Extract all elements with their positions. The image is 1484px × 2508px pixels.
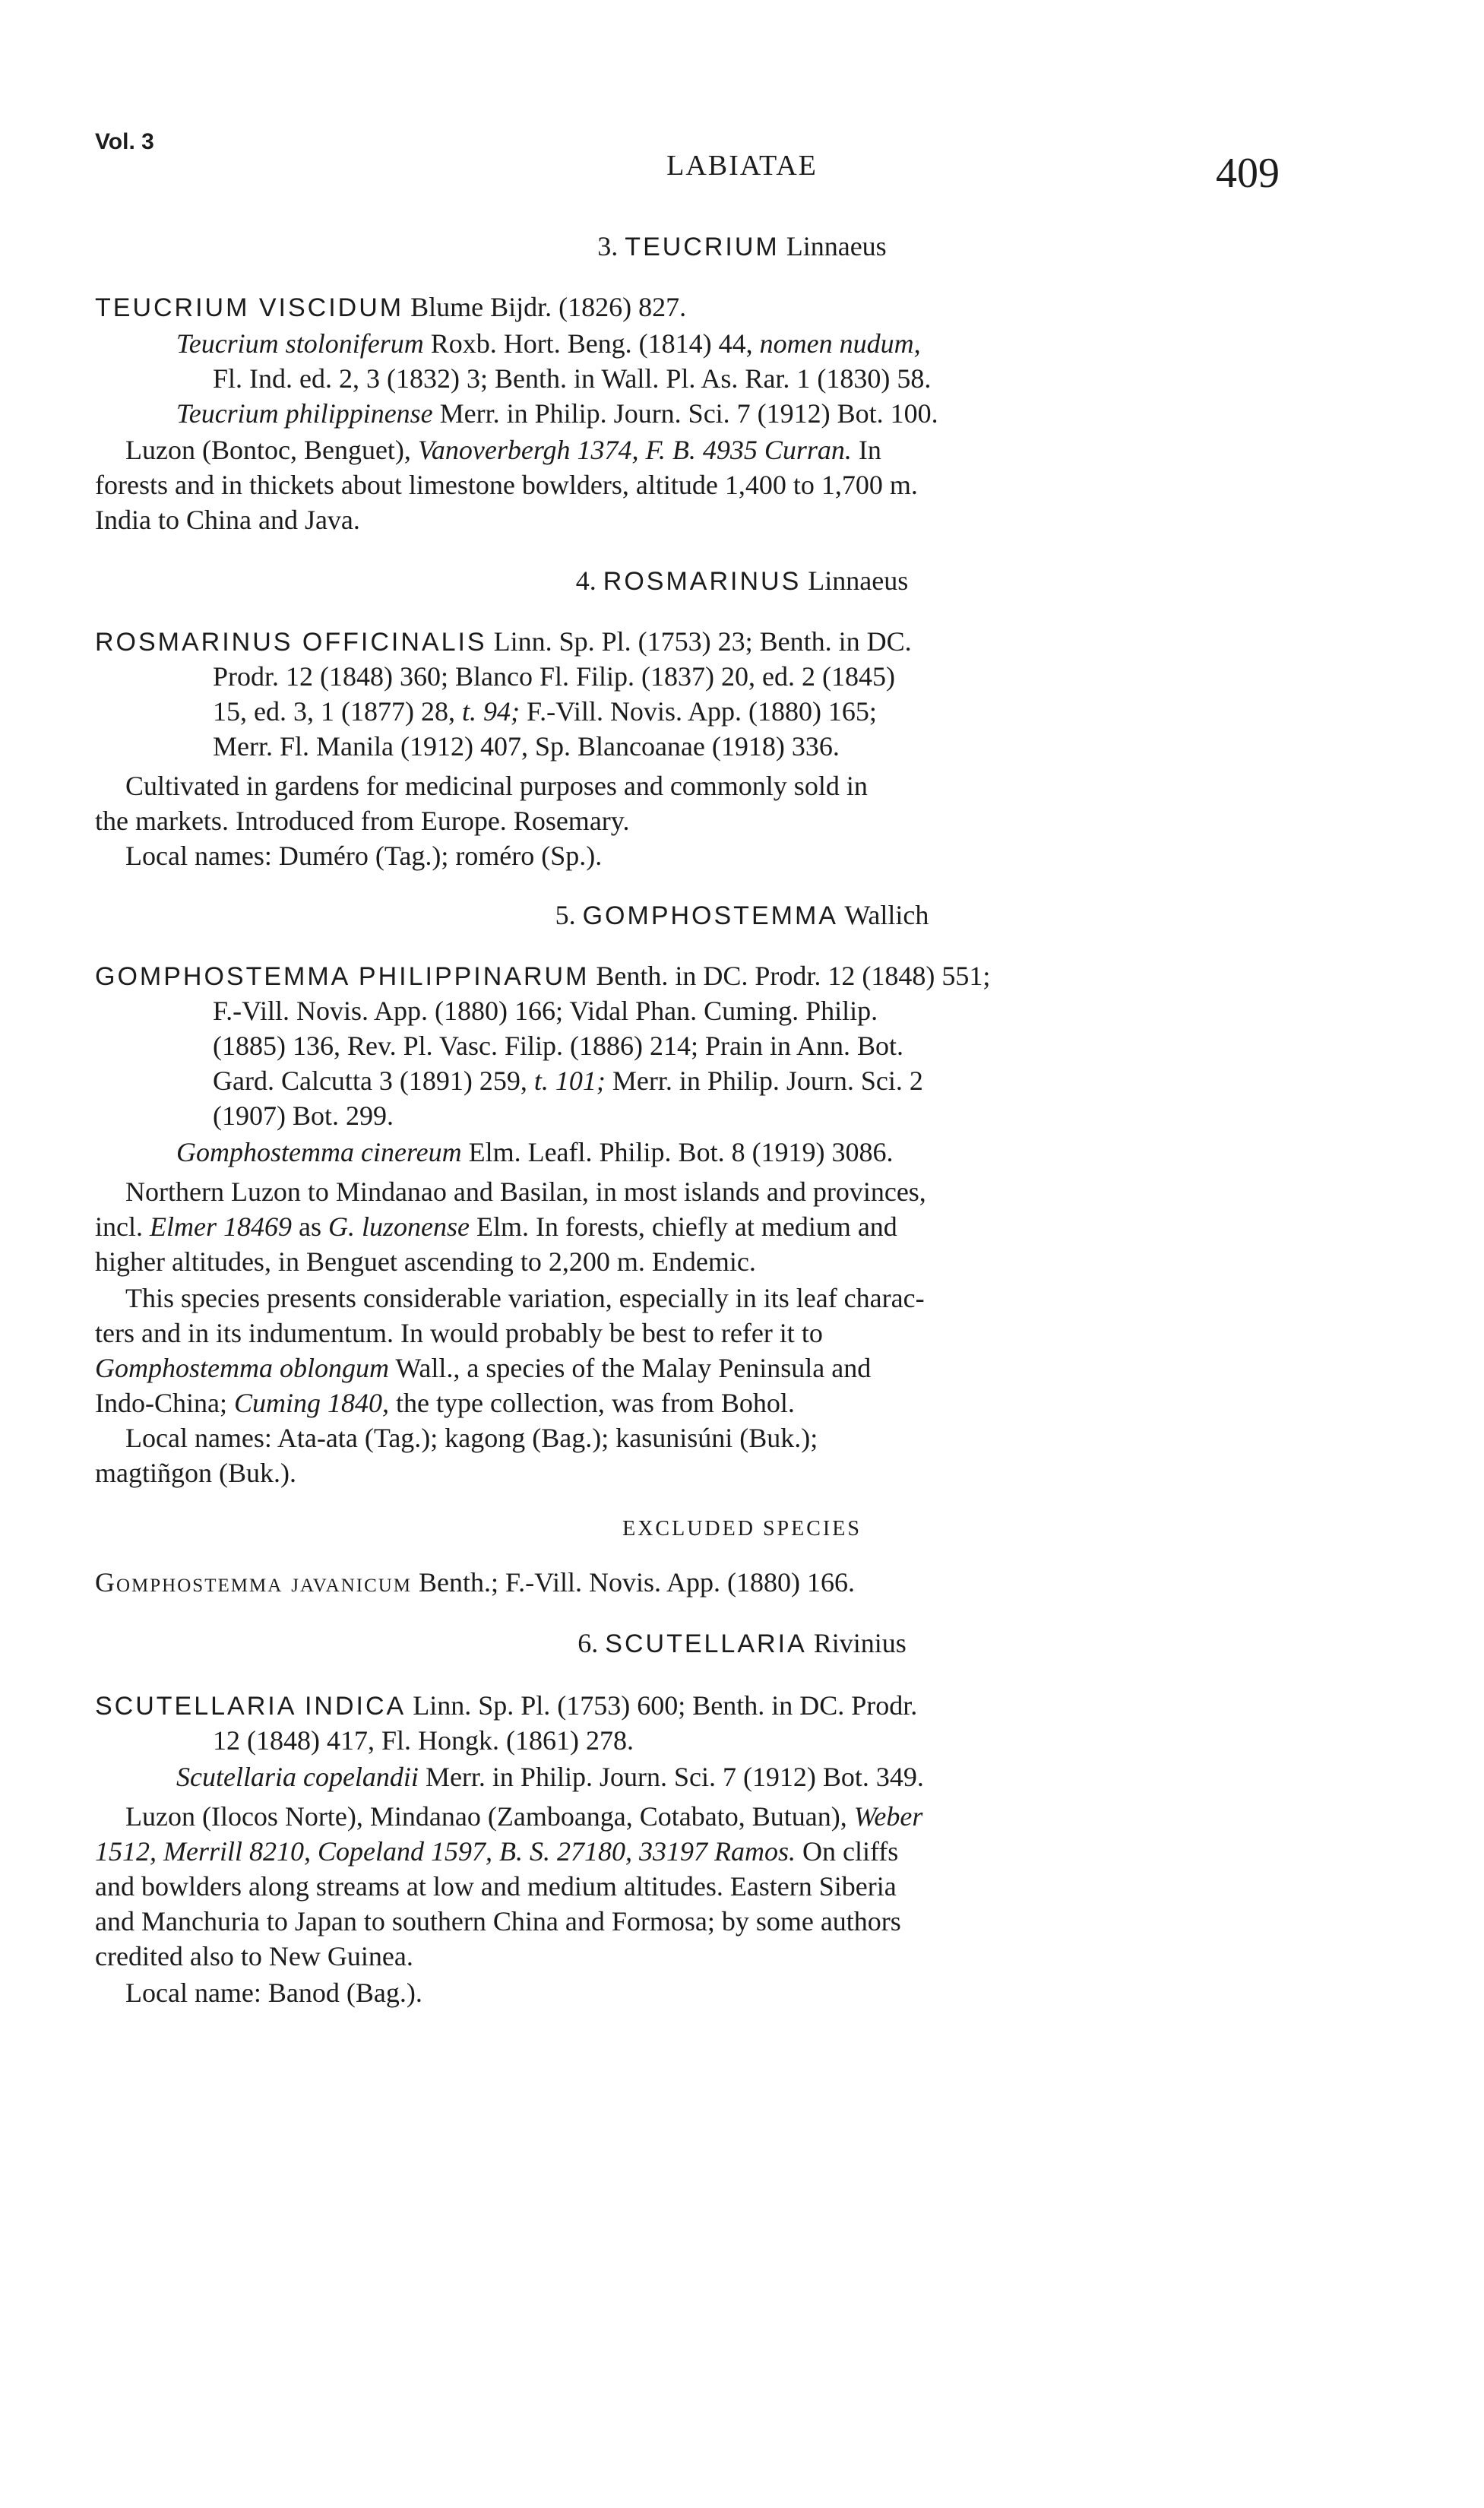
citation-cont: Prodr. 12 (1848) 360; Blanco Fl. Filip. (1837) 20, ed. 2 (1845) (213, 661, 895, 692)
page-number: 409 (1216, 150, 1280, 197)
synonym-line (176, 327, 1362, 360)
synonym-citation: Merr. in Philip. Journ. Sci. 7 (1912) Bot. 349. (425, 1762, 924, 1792)
note-text (95, 1386, 1280, 1420)
plate-ref: t. 94; (461, 696, 520, 727)
local-names: magtiñgon (Buk.). (95, 1458, 296, 1488)
distribution-text: and Manchuria to Japan to southern China and Formosa; by some authors (95, 1906, 901, 1936)
genus-heading-gomphostemma (0, 898, 1484, 933)
synonym-line (176, 1135, 1362, 1169)
distribution-text (125, 1800, 1280, 1833)
specimen-citation: Weber (853, 1801, 923, 1832)
genus-heading-scutellaria (0, 1626, 1484, 1661)
species-name: GOMPHOSTEMMA PHILIPPINARUM (95, 962, 590, 991)
volume-label: Vol. 3 (95, 129, 154, 154)
text-segment: the type collection, was from Bohol. (389, 1388, 795, 1418)
genus-author: Wallich (844, 900, 929, 930)
synonym-name: Gomphostemma cinereum (176, 1137, 462, 1167)
synonym-citation: Elm. Leafl. Philip. Bot. 8 (1919) 3086. (468, 1137, 894, 1167)
distribution-text (95, 1210, 1280, 1243)
species-citation: Linn. Sp. Pl. (1753) 23; Benth. in DC. (493, 626, 912, 657)
species-entry-teucrium-viscidum (95, 290, 1280, 325)
note-text: This species presents considerable variation, especially in its leaf charac- (125, 1283, 925, 1313)
citation-cont: 12 (1848) 417, Fl. Hongk. (1861) 278. (213, 1725, 634, 1756)
citation-cont (213, 1064, 1280, 1097)
local-names: Local names: Ata-ata (Tag.); kagong (Bag.); kasunisúni (Buk.); (125, 1423, 818, 1453)
text-segment: Gard. Calcutta 3 (1891) 259, (213, 1066, 534, 1096)
citation-cont: (1885) 136, Rev. Pl. Vasc. Filip. (1886) 214; Prain in Ann. Bot. (213, 1031, 903, 1061)
species-entry-rosmarinus-officinalis (95, 625, 1280, 659)
synonym-name: Scutellaria copelandii (176, 1762, 419, 1792)
text-segment: Wall., a species of the Malay Peninsula and (388, 1353, 872, 1383)
local-names: Local name: Banod (Bag.). (125, 1978, 422, 2008)
synonym-citation-cont: Fl. Ind. ed. 2, 3 (1832) 3; Benth. in Wall. Pl. As. Rar. 1 (1830) 58. (213, 363, 932, 394)
distribution-text: forests and in thickets about limestone bowlders, altitude 1,400 to 1,700 m. (95, 470, 918, 500)
genus-heading-rosmarinus (0, 564, 1484, 598)
synonym-line (176, 1760, 1362, 1794)
synonym-line (176, 397, 1362, 430)
specimen-citation: 1512, Merrill 8210, Copeland 1597, B. S. 27180, 33197 Ramos. (95, 1836, 796, 1867)
taxon-name: Gomphostemma oblongum (95, 1353, 389, 1383)
synonym-note: nomen nudum, (759, 328, 921, 359)
genus-heading-teucrium (0, 230, 1484, 264)
genus-name: ROSMARINUS (603, 567, 802, 596)
note-text (95, 1351, 1280, 1385)
citation-cont: Merr. Fl. Manila (1912) 407, Sp. Blancoanae (1918) 336. (213, 731, 840, 762)
genus-author: Rivinius (813, 1628, 907, 1658)
genus-author: Linnaeus (786, 231, 887, 261)
synonym-name: Teucrium philippinense (176, 398, 433, 429)
citation-cont: (1907) Bot. 299. (213, 1100, 394, 1131)
distribution-text: and bowlders along streams at low and medium altitudes. Eastern Siberia (95, 1871, 897, 1902)
specimen-citation: Elmer 18469 (149, 1211, 292, 1242)
species-citation: Benth.; F.-Vill. Novis. App. (1880) 166. (419, 1567, 856, 1598)
synonym-name: Teucrium stoloniferum (176, 328, 424, 359)
citation-cont (213, 695, 1280, 728)
synonym-citation: Merr. in Philip. Journ. Sci. 7 (1912) Bot. 100. (439, 398, 938, 429)
running-title: LABIATAE (666, 150, 818, 182)
genus-number: 5. (555, 900, 576, 930)
species-name: TEUCRIUM VISCIDUM (95, 293, 404, 322)
genus-name: GOMPHOSTEMMA (582, 901, 838, 930)
text-segment: F.-Vill. Novis. App. (1880) 165; (519, 696, 877, 727)
genus-number: 4. (575, 565, 596, 596)
note-text: ters and in its indumentum. In would probably be best to refer it to (95, 1318, 823, 1348)
text-segment: Luzon (Ilocos Norte), Mindanao (Zamboanga, Cotabato, Butuan), (125, 1801, 854, 1832)
genus-number: 3. (597, 231, 619, 261)
genus-name: TEUCRIUM (625, 233, 780, 261)
text-segment: Merr. in Philip. Journ. Sci. 2 (605, 1066, 923, 1096)
text-segment: Elm. In forests, chiefly at medium and (469, 1211, 897, 1242)
text-segment: In (851, 435, 881, 465)
habitat-text: Cultivated in gardens for medicinal purposes and commonly sold in (125, 771, 868, 801)
text-segment: 15, ed. 3, 1 (1877) 28, (213, 696, 462, 727)
genus-name: SCUTELLARIA (605, 1629, 807, 1658)
distribution-text: Northern Luzon to Mindanao and Basilan, in most islands and provinces, (125, 1176, 926, 1207)
plate-ref: t. 101; (533, 1066, 606, 1096)
distribution-text (95, 1835, 1280, 1868)
text-segment: On cliffs (795, 1836, 899, 1867)
specimen-citation: Vanoverbergh 1374, F. B. 4935 Curran. (417, 435, 852, 465)
species-entry-scutellaria-indica (95, 1689, 1280, 1723)
distribution-text (125, 433, 1280, 467)
specimen-citation: Cuming 1840, (233, 1388, 389, 1418)
genus-number: 6. (577, 1628, 599, 1658)
excluded-species-entry (95, 1566, 1280, 1599)
synonym-citation: Roxb. Hort. Beng. (1814) 44, (430, 328, 753, 359)
text-segment: incl. (95, 1211, 150, 1242)
citation-cont: F.-Vill. Novis. App. (1880) 166; Vidal Phan. Cuming. Philip. (213, 996, 878, 1026)
species-name: ROSMARINUS OFFICINALIS (95, 628, 487, 657)
distribution-text: higher altitudes, in Benguet ascending to 2,200 m. Endemic. (95, 1246, 756, 1277)
species-citation: Benth. in DC. Prodr. 12 (1848) 551; (596, 961, 991, 991)
species-name: SCUTELLARIA INDICA (95, 1692, 407, 1721)
text-segment: as (291, 1211, 328, 1242)
genus-author: Linnaeus (808, 565, 909, 596)
species-citation: Linn. Sp. Pl. (1753) 600; Benth. in DC. Prodr. (413, 1690, 918, 1721)
species-citation: Blume Bijdr. (1826) 827. (410, 292, 687, 322)
taxon-name: G. luzonense (327, 1211, 470, 1242)
habitat-text: the markets. Introduced from Europe. Rosemary. (95, 806, 630, 836)
species-entry-gomphostemma-philippinarum (95, 959, 1280, 993)
text-segment: Indo-China; (95, 1388, 234, 1418)
distribution-text: India to China and Java. (95, 505, 360, 535)
text-segment: Luzon (Bontoc, Benguet), (125, 435, 418, 465)
local-names: Local names: Duméro (Tag.); roméro (Sp.). (125, 841, 603, 871)
species-name: Gomphostemma javanicum (95, 1567, 413, 1598)
distribution-text: credited also to New Guinea. (95, 1941, 413, 1971)
excluded-species-heading: EXCLUDED SPECIES (622, 1517, 862, 1541)
